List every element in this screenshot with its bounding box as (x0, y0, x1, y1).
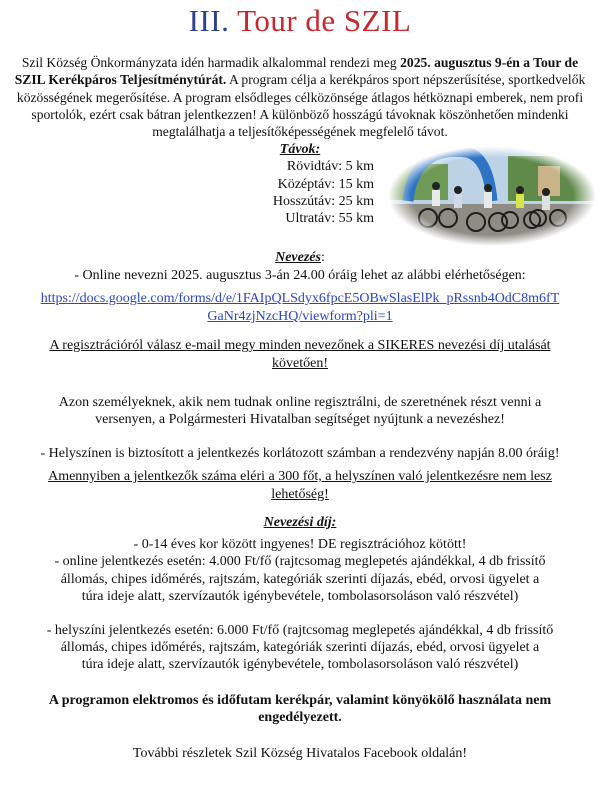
fee-onsite-line: - helyszíni jelentkezés esetén: 6.000 Ft/fő (rajtcsomag meglepetés ajándékkal, 4 db frissítő (46, 622, 554, 638)
distance-item: Rövidtáv: 5 km (286, 159, 374, 175)
fee-onsite (14, 622, 586, 674)
offline-line: versenyen, a Polgármesteri Hivatalban segítséget nyújtunk a nevezéshez! (95, 412, 505, 428)
distance-item: Középtáv: 15 km (277, 176, 374, 192)
bike-warning (14, 692, 586, 727)
fee-heading: Nevezési díj: (263, 514, 337, 530)
offline-line: Azon személyeknek, akik nem tudnak online regisztrálni, de szeretnének részt venni a (58, 394, 542, 410)
title-name: Tour de SZIL (237, 3, 412, 38)
fee-online-line: - online jelentkezés esetén: 4.000 Ft/fő (rajtcsomag meglepetés ajándékkal, 4 db frissítő (54, 554, 546, 570)
confirmation-line: A regisztrációról válasz e-mail megy minden nevezőnek a SIKERES nevezési díj utalását (49, 338, 551, 354)
cyclists-photo (388, 146, 596, 246)
fee-kids: - 0-14 éves kor között ingyenes! DE regisztrációhoz kötött! (133, 536, 467, 552)
onsite-note: - Helyszínen is biztosított a jelentkezés korlátozott számban a rendezvény napján 8.00 óráig! (40, 445, 560, 461)
fee-onsite-line: túra ideje alatt, szervízautók igénybevétele, tombolasorsoláson való részvétel) (81, 657, 519, 673)
distances-list (254, 158, 374, 227)
confirmation-note (14, 337, 586, 372)
registration-link-line[interactable]: https://docs.google.com/forms/d/e/1FAIpQLSdyx6fpcE5OBwSlasElPk_pRssnb4OdC8m6fT (40, 291, 560, 307)
fee-online-line: túra ideje alatt, szervízautók igénybevétele, tombolasorsoláson való részvétel) (81, 589, 519, 605)
limit-note (14, 468, 586, 503)
fee-onsite-line: állomás, chipes időmérés, rajtszám, kategóriák szerinti díjazás, ebéd, orvosi ügyelet a (60, 639, 540, 655)
registration-heading: Nevezés (275, 250, 321, 266)
registration-link[interactable] (14, 290, 586, 325)
registration-link-line[interactable]: GaNr4zjNzcHQ/viewform?pli=1 (207, 308, 393, 324)
footer-note: További részletek Szil Község Hivatalos Facebook oldalán! (132, 745, 468, 761)
warning-line: A programon elektromos és időfutam kerékpár, valamint könyökölő használata nem (48, 692, 552, 708)
distance-item: Hosszútáv: 25 km (272, 193, 374, 209)
warning-line: engedélyezett. (258, 710, 342, 726)
registration-online: - Online nevezni 2025. augusztus 3-án 24.00 óráig lehet az alábbi elérhetőségen: (74, 267, 526, 283)
flyer-title (14, 4, 586, 38)
offline-note (14, 394, 586, 429)
distances-heading: Távok: (279, 142, 321, 158)
fee-section (14, 536, 586, 606)
distance-item: Ultratáv: 55 km (285, 211, 374, 227)
confirmation-line: követően! (272, 355, 328, 371)
fee-online-line: állomás, chipes időmérés, rajtszám, kategóriák szerinti díjazás, ebéd, orvosi ügyelet a (60, 571, 540, 587)
title-roman: III. (188, 3, 230, 38)
intro-rest: A program célja a kerékpáros sport népszerűsítése, sportkedvelők közösségének megerősítése. A program elsődleges célközönsége átlagos hétköznapi emberek, nem profi sportolók, ezért csak bátran jelentkezzen! A különböző hosszágú távoknak köszönhetően mindenki megtalálhatja a teljesítőképességének megfelelő távot. (16, 72, 586, 140)
distances-section (14, 158, 586, 246)
limit-line: Amennyiben a jelentkezők száma eléri a 300 főt, a helyszínen való jelentkezésre nem lesz (48, 469, 552, 485)
intro-start: Szil Község Önkormányzata idén harmadik alkalommal rendezi meg (21, 55, 401, 70)
intro-date: 2025. augusztus 9-én a Tour de SZIL Kerékpáros Teljesítménytúrát. (14, 55, 579, 88)
intro-paragraph (14, 54, 586, 140)
limit-line: lehetőség! (271, 486, 329, 502)
registration-heading-colon: : (320, 250, 325, 266)
